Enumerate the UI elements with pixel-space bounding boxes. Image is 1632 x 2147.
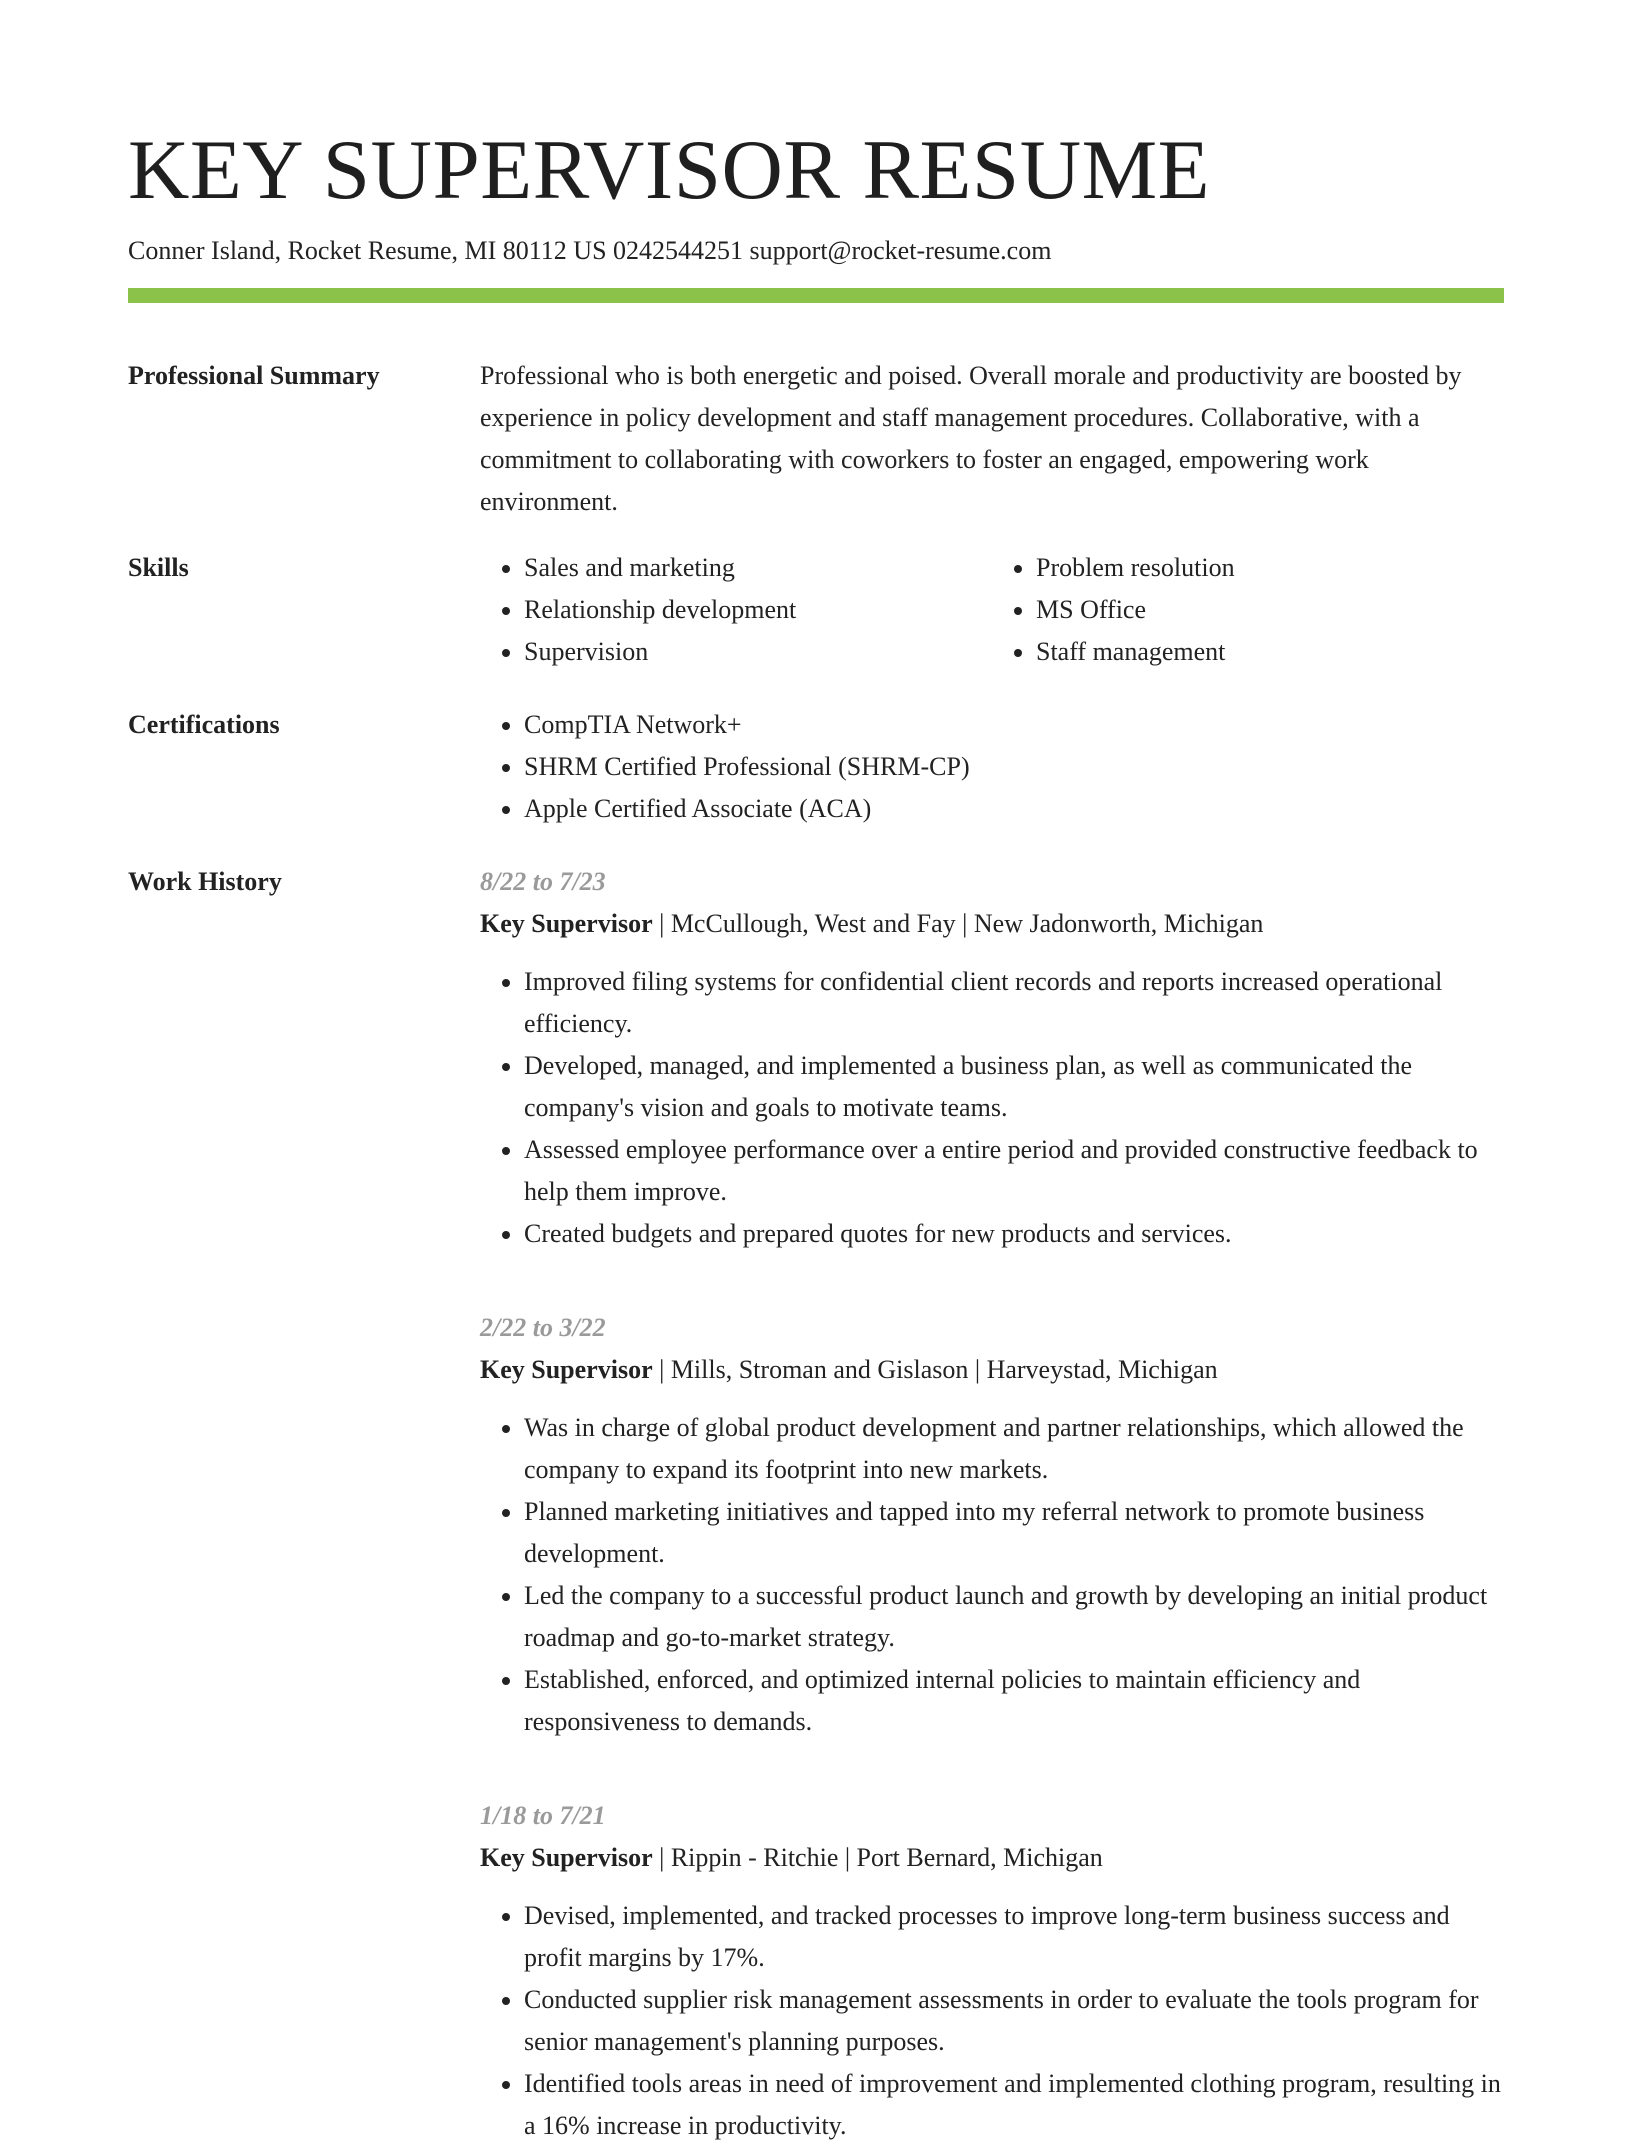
summary-section <box>128 355 1504 523</box>
section-label-certifications: Certifications <box>128 710 280 739</box>
job-entry <box>480 1307 1504 1743</box>
section-label-skills: Skills <box>128 553 189 582</box>
job-entry <box>480 861 1504 1255</box>
job-bullet: • Conducted supplier risk management assessments in order to evaluate the tools program for senior management's planning purposes. <box>524 1979 1504 2063</box>
job-bullet: • Led the company to a successful product launch and growth by developing an initial product roadmap and go-to-market strategy. <box>524 1575 1504 1659</box>
section-label-summary: Professional Summary <box>128 361 380 390</box>
job-dates: 2/22 to 3/22 <box>480 1313 606 1342</box>
skill-item: • Problem resolution <box>1036 547 1504 589</box>
resume-page <box>128 118 1504 2147</box>
job-title: Key Supervisor <box>480 1843 653 1872</box>
job-title: Key Supervisor <box>480 1355 653 1384</box>
job-bullet: • Improved filing systems for confidential client records and reports increased operational efficiency. <box>524 961 1504 1045</box>
skills-list-right <box>992 547 1504 673</box>
job-bullet: • Assessed employee performance over a entire period and provided constructive feedback to help them improve. <box>524 1129 1504 1213</box>
job-bullet: • Developed, managed, and implemented a business plan, as well as communicated the company's vision and goals to motivate teams. <box>524 1045 1504 1129</box>
certifications-list <box>480 704 1504 830</box>
job-bullet: • Devised, implemented, and tracked processes to improve long-term business success and profit margins by 17%. <box>524 1895 1504 1979</box>
skill-item: • Relationship development <box>524 589 992 631</box>
skills-list-left <box>480 547 992 673</box>
certification-item: • SHRM Certified Professional (SHRM-CP) <box>524 746 1504 788</box>
job-bullets <box>480 961 1504 1255</box>
job-heading <box>480 1837 1504 1879</box>
skills-section <box>128 547 1504 673</box>
summary-text: Professional who is both energetic and poised. Overall morale and productivity are boosted by experience in policy development and staff management procedures. Collaborative, with a commitment to collaborating with coworkers to foster an engaged, empowering work environment. <box>480 361 1462 516</box>
job-bullets <box>480 1895 1504 2147</box>
job-bullets <box>480 1407 1504 1743</box>
accent-divider <box>128 288 1504 303</box>
skill-item: • Staff management <box>1036 631 1504 673</box>
job-bullet: • Identified tools areas in need of improvement and implemented clothing program, resulting in a 16% increase in productivity. <box>524 2063 1504 2147</box>
job-bullet: • Created budgets and prepared quotes for new products and services. <box>524 1213 1504 1255</box>
certification-item: • CompTIA Network+ <box>524 704 1504 746</box>
certifications-section <box>128 704 1504 830</box>
resume-title: KEY SUPERVISOR RESUME <box>128 123 1211 217</box>
work-history-section <box>128 861 1504 2147</box>
job-title: Key Supervisor <box>480 909 653 938</box>
job-entry <box>480 1795 1504 2147</box>
job-bullet: • Planned marketing initiatives and tapped into my referral network to promote business development. <box>524 1491 1504 1575</box>
section-label-work-history: Work History <box>128 867 282 896</box>
job-heading <box>480 1349 1504 1391</box>
job-heading <box>480 903 1504 945</box>
job-employer-location: | Rippin - Ritchie | Port Bernard, Michigan <box>652 1843 1103 1872</box>
skill-item: • MS Office <box>1036 589 1504 631</box>
contact-line: Conner Island, Rocket Resume, MI 80112 US 0242544251 support@rocket-resume.com <box>128 236 1052 265</box>
job-employer-location: | Mills, Stroman and Gislason | Harveystad, Michigan <box>652 1355 1218 1384</box>
job-bullet: • Was in charge of global product development and partner relationships, which allowed the company to expand its footprint into new markets. <box>524 1407 1504 1491</box>
skill-item: • Supervision <box>524 631 992 673</box>
job-dates: 1/18 to 7/21 <box>480 1801 606 1830</box>
skill-item: • Sales and marketing <box>524 547 992 589</box>
certification-item: • Apple Certified Associate (ACA) <box>524 788 1504 830</box>
job-employer-location: | McCullough, West and Fay | New Jadonworth, Michigan <box>652 909 1264 938</box>
job-dates: 8/22 to 7/23 <box>480 867 606 896</box>
job-bullet: • Established, enforced, and optimized internal policies to maintain efficiency and responsiveness to demands. <box>524 1659 1504 1743</box>
